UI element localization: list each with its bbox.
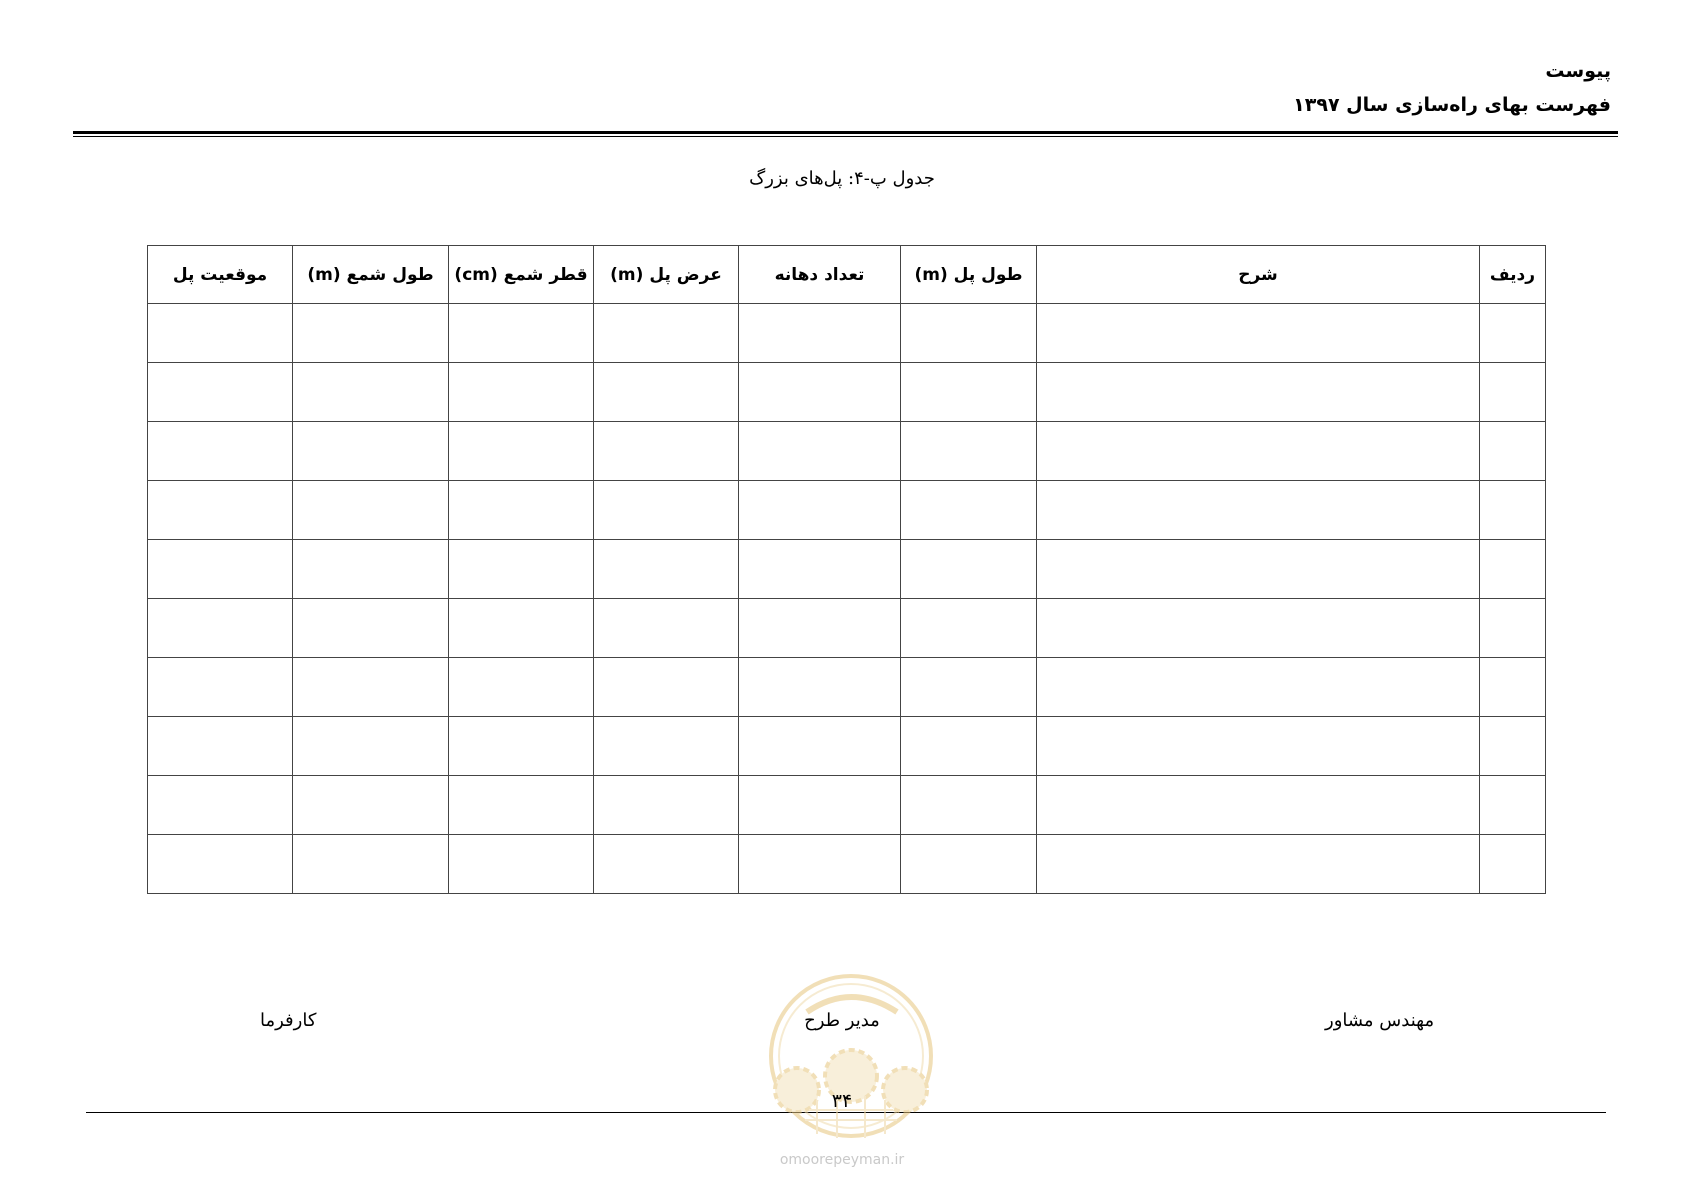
column-header-bridge-width: عرض پل (m) bbox=[594, 246, 739, 304]
watermark-site-text: omoorepeyman.ir bbox=[779, 1152, 905, 1168]
table-row bbox=[148, 658, 1546, 717]
table-row bbox=[148, 422, 1546, 481]
table-row bbox=[148, 776, 1546, 835]
table-cell bbox=[1037, 776, 1480, 835]
table-cell bbox=[148, 363, 293, 422]
table-cell bbox=[148, 481, 293, 540]
table-cell bbox=[1037, 540, 1480, 599]
table-cell bbox=[148, 599, 293, 658]
table-cell bbox=[901, 835, 1037, 894]
table-cell bbox=[1480, 540, 1546, 599]
table-cell bbox=[449, 363, 594, 422]
table-cell bbox=[449, 599, 594, 658]
table-body bbox=[148, 304, 1546, 894]
table-cell bbox=[901, 658, 1037, 717]
column-header-bridge-length: طول پل (m) bbox=[901, 246, 1037, 304]
table-cell bbox=[449, 481, 594, 540]
table-cell bbox=[148, 304, 293, 363]
table-row bbox=[148, 481, 1546, 540]
table-cell bbox=[739, 363, 901, 422]
table-cell bbox=[1037, 658, 1480, 717]
table-cell bbox=[594, 481, 739, 540]
table-cell bbox=[293, 717, 449, 776]
table-cell bbox=[148, 717, 293, 776]
column-header-row-number: ردیف bbox=[1480, 246, 1546, 304]
table-cell bbox=[293, 540, 449, 599]
table-row bbox=[148, 304, 1546, 363]
table-row bbox=[148, 835, 1546, 894]
table-cell bbox=[594, 304, 739, 363]
table-cell bbox=[148, 776, 293, 835]
table-cell bbox=[594, 776, 739, 835]
table-cell bbox=[293, 422, 449, 481]
column-header-description: شرح bbox=[1037, 246, 1480, 304]
table-cell bbox=[1480, 776, 1546, 835]
table-cell bbox=[739, 540, 901, 599]
signature-employer: کارفرما bbox=[260, 1010, 317, 1031]
table-cell bbox=[1037, 304, 1480, 363]
table-cell bbox=[901, 599, 1037, 658]
table-cell bbox=[901, 481, 1037, 540]
page-number: ۳۴ bbox=[831, 1090, 853, 1112]
table-cell bbox=[293, 658, 449, 717]
table-cell bbox=[449, 422, 594, 481]
column-header-pile-diameter: قطر شمع (cm) bbox=[449, 246, 594, 304]
table-cell bbox=[449, 540, 594, 599]
table-cell bbox=[1037, 599, 1480, 658]
table-cell bbox=[1037, 422, 1480, 481]
table-row bbox=[148, 717, 1546, 776]
table-cell bbox=[739, 481, 901, 540]
table-cell bbox=[594, 658, 739, 717]
table-cell bbox=[1480, 599, 1546, 658]
table-cell bbox=[594, 835, 739, 894]
signature-project-manager: مدیر طرح bbox=[804, 1010, 880, 1031]
table-cell bbox=[293, 363, 449, 422]
table-cell bbox=[293, 304, 449, 363]
table-cell bbox=[739, 304, 901, 363]
table-cell bbox=[148, 658, 293, 717]
table-cell bbox=[1480, 835, 1546, 894]
table-cell bbox=[293, 835, 449, 894]
table-cell bbox=[1480, 658, 1546, 717]
table-cell bbox=[739, 599, 901, 658]
table-cell bbox=[449, 304, 594, 363]
table-cell bbox=[293, 481, 449, 540]
table-cell bbox=[148, 540, 293, 599]
table-cell bbox=[293, 599, 449, 658]
table-cell bbox=[1480, 304, 1546, 363]
header-title: فهرست بهای راه‌سازی سال ۱۳۹۷ bbox=[1293, 94, 1611, 116]
watermark-logo bbox=[757, 972, 945, 1142]
header-rule-thin bbox=[73, 136, 1618, 137]
table-cell bbox=[739, 835, 901, 894]
table-cell bbox=[449, 717, 594, 776]
table-cell bbox=[901, 363, 1037, 422]
column-header-pile-length: طول شمع (m) bbox=[293, 246, 449, 304]
table-cell bbox=[594, 540, 739, 599]
table-cell bbox=[449, 776, 594, 835]
table-row bbox=[148, 363, 1546, 422]
table-cell bbox=[901, 304, 1037, 363]
bridges-table bbox=[147, 245, 1546, 894]
table-cell bbox=[449, 835, 594, 894]
table-cell bbox=[901, 540, 1037, 599]
table-cell bbox=[148, 422, 293, 481]
table-row bbox=[148, 540, 1546, 599]
table-cell bbox=[1037, 481, 1480, 540]
table-cell bbox=[739, 776, 901, 835]
table-cell bbox=[1480, 363, 1546, 422]
table-cell bbox=[739, 717, 901, 776]
table-cell bbox=[1480, 481, 1546, 540]
table-cell bbox=[901, 717, 1037, 776]
column-header-span-count: تعداد دهانه bbox=[739, 246, 901, 304]
table-cell bbox=[1037, 717, 1480, 776]
table-cell bbox=[594, 599, 739, 658]
table-cell bbox=[148, 835, 293, 894]
header-rule-thick bbox=[73, 131, 1618, 134]
table-cell bbox=[1480, 422, 1546, 481]
table-cell bbox=[1037, 363, 1480, 422]
table-cell bbox=[449, 658, 594, 717]
table-cell bbox=[901, 776, 1037, 835]
table-cell bbox=[594, 363, 739, 422]
table-cell bbox=[594, 717, 739, 776]
table-cell bbox=[1480, 717, 1546, 776]
table-cell bbox=[1037, 835, 1480, 894]
table-cell bbox=[901, 422, 1037, 481]
signature-consultant: مهندس مشاور bbox=[1325, 1010, 1435, 1031]
table-caption: جدول پ-۴: پل‌های بزرگ bbox=[749, 168, 935, 189]
table-cell bbox=[293, 776, 449, 835]
column-header-bridge-location: موقعیت پل bbox=[148, 246, 293, 304]
header-section: پیوست bbox=[1545, 60, 1611, 82]
table-cell bbox=[739, 658, 901, 717]
table-cell bbox=[739, 422, 901, 481]
table-cell bbox=[594, 422, 739, 481]
table-row bbox=[148, 599, 1546, 658]
table-header-row bbox=[148, 246, 1546, 304]
